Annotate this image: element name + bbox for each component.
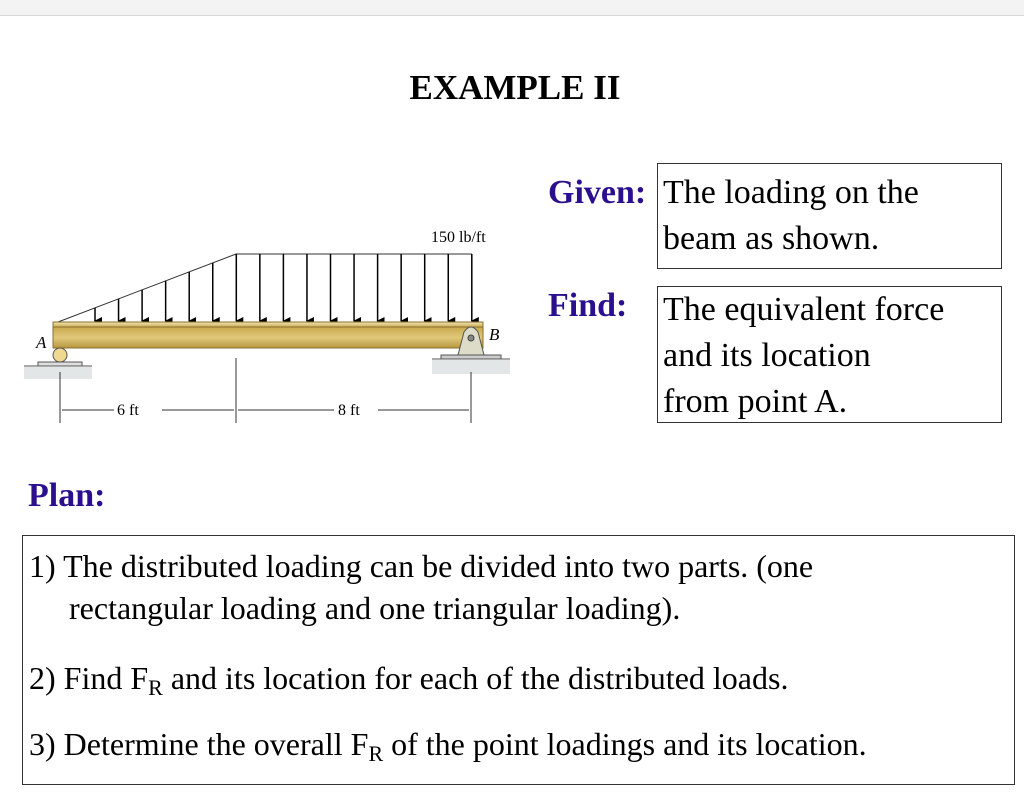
top-bar — [0, 0, 1024, 16]
plan-item-2 — [29, 660, 789, 700]
load-intensity-label: 150 lb/ft — [431, 229, 486, 246]
beam-diagram — [0, 210, 540, 440]
dimension-right-label: 8 ft — [338, 402, 360, 419]
given-box — [657, 163, 1002, 269]
plan-box — [22, 535, 1015, 785]
given-text-line: beam as shown. — [663, 220, 880, 257]
plan-item-3 — [29, 726, 867, 766]
find-text-line: and its location — [663, 337, 871, 374]
point-a-label: A — [36, 333, 47, 352]
plan-item-1-line-1: 1) The distributed loading can be divided into two parts. (one — [29, 548, 814, 584]
given-text-line: The loading on the — [663, 174, 919, 211]
subscript: R — [148, 675, 163, 700]
distributed-load — [58, 254, 472, 322]
plan-item-3-text: 3) Determine the overall F — [29, 726, 369, 762]
point-b-label: B — [489, 325, 500, 344]
find-box — [657, 286, 1002, 423]
page-title: EXAMPLE II — [409, 68, 621, 107]
plan-item-3-text: of the point loadings and its location. — [383, 726, 867, 762]
find-label: Find: — [548, 287, 628, 324]
find-text-line: from point A. — [663, 383, 848, 420]
given-label: Given: — [548, 174, 647, 211]
roller-support-a — [24, 348, 92, 379]
plan-item-2-text: and its location for each of the distributed loads. — [162, 660, 789, 696]
plan-label: Plan: — [28, 477, 106, 514]
load-outline — [58, 254, 472, 322]
dimension-left-label: 6 ft — [117, 402, 139, 419]
plan-item-1-line-2: rectangular loading and one triangular loading). — [69, 590, 681, 626]
find-text-line: The equivalent force — [663, 291, 945, 328]
plan-item-2-text: 2) Find F — [29, 660, 149, 696]
beam — [53, 322, 483, 348]
subscript: R — [368, 741, 384, 766]
